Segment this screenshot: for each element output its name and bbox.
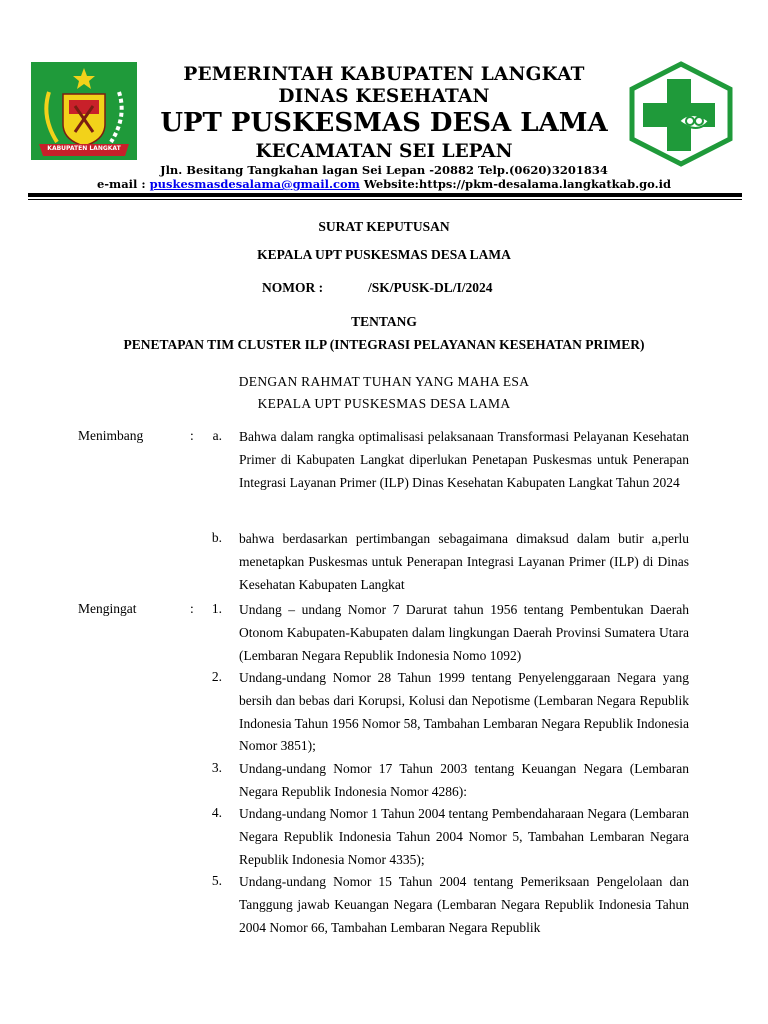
issuer-line: KEPALA UPT PUSKESMAS DESA LAMA [257, 396, 511, 411]
mengingat-item-number: 5. [211, 873, 222, 888]
header-divider-thick [28, 193, 742, 197]
website-text: Website:https://pkm-desalama.langkatkab.go.id [359, 177, 672, 191]
email-label: e-mail : [96, 177, 150, 191]
mengingat-label: Mengingat [78, 601, 137, 616]
address-line: Jln. Besitang Tangkahan lagan Sei Lepan -20882 Telp.(0620)3201834 [160, 163, 608, 177]
mengingat-item-number: 4. [211, 805, 222, 820]
mengingat-item-text: Undang – undang Nomor 7 Darurat tahun 1956 tentang Pembentukan Daerah Otonom Kabupaten-Kabupaten dalam lingkungan Daerah Provinsi Sumatera Utara (Lembaran Negara Republik Indonesia Nomo 1092) [239, 602, 689, 663]
menimbang-item-number: a. [212, 428, 222, 443]
issuer-title: KEPALA UPT PUSKESMAS DESA LAMA [257, 247, 511, 262]
nomor-value: /SK/PUSK-DL/I/2024 [368, 280, 493, 295]
district-name: KECAMATAN SEI LEPAN [255, 141, 513, 162]
mengingat-item-text: Undang-undang Nomor 28 Tahun 1999 tentang Penyelenggaraan Negara yang bersih dan bebas dari Korupsi, Kolusi dan Nepotisme (Lembaran Negara Republik Indonesia Tahun 1956 Nomor 58, Tambahan Lembaran Negara Republik Indonesia Nomor 3851); [239, 670, 689, 754]
mengingat-item-number: 2. [211, 669, 222, 684]
mengingat-item-number: 3. [211, 760, 222, 775]
document-type: SURAT KEPUTUSAN [318, 219, 450, 234]
mengingat-colon: : [190, 601, 194, 616]
mengingat-item-text: Undang-undang Nomor 15 Tahun 2004 tentang Pemeriksaan Pengelolaan dan Tanggung jawab Keuangan Negara (Lembaran Negara Republik Indonesia Tahun 2004 Nomor 66, Tambahan Lembaran Negara Republik [239, 874, 689, 935]
logo-ribbon-text: KABUPATEN LANGKAT [47, 145, 121, 152]
menimbang-item-text: bahwa berdasarkan pertimbangan sebagaimana dimaksud dalam butir a,perlu menetapkan Puskesmas untuk Penerapan Integrasi Layanan Primer (ILP) di Dinas Kesehatan Kabupaten Langkat [239, 531, 689, 592]
menimbang-label: Menimbang [78, 428, 144, 443]
mengingat-item-text: Undang-undang Nomor 17 Tahun 2003 tentang Keuangan Negara (Lembaran Negara Republik Indonesia Nomor 4286): [239, 761, 689, 799]
header-divider-thin [28, 199, 742, 200]
mengingat-item-number: 1. [211, 601, 222, 616]
institution-name: UPT PUSKESMAS DESA LAMA [160, 108, 608, 138]
tentang-label: TENTANG [351, 314, 417, 329]
menimbang-colon: : [190, 428, 194, 443]
menimbang-item-number: b. [211, 530, 222, 545]
menimbang-item-text: Bahwa dalam rangka optimalisasi pelaksanaan Transformasi Pelayanan Kesehatan Primer di Kabupaten Langkat diperlukan Penetapan Puskesmas untuk Penerapan Integrasi Layanan Primer (ILP) Dinas Kesehatan Kabupaten Langkat Tahun 2024 [239, 429, 689, 490]
email-link[interactable]: puskesmasdesalama@gmail.com [149, 177, 360, 191]
document-subject: PENETAPAN TIM CLUSTER ILP (INTEGRASI PELAYANAN KESEHATAN PRIMER) [123, 337, 645, 352]
rahmat-line: DENGAN RAHMAT TUHAN YANG MAHA ESA [238, 374, 530, 389]
department-name: DINAS KESEHATAN [278, 86, 490, 107]
nomor-label: NOMOR : [262, 280, 324, 295]
government-name: PEMERINTAH KABUPATEN LANGKAT [183, 64, 585, 85]
contact-line [0, 177, 768, 191]
mengingat-item-text: Undang-undang Nomor 1 Tahun 2004 tentang Pembendaharaan Negara (Lembaran Negara Republik Indonesia Tahun 2004 Nomor 5, Tambahan Lembaran Negara Republik Indonesia Nomor 4335); [239, 806, 689, 867]
